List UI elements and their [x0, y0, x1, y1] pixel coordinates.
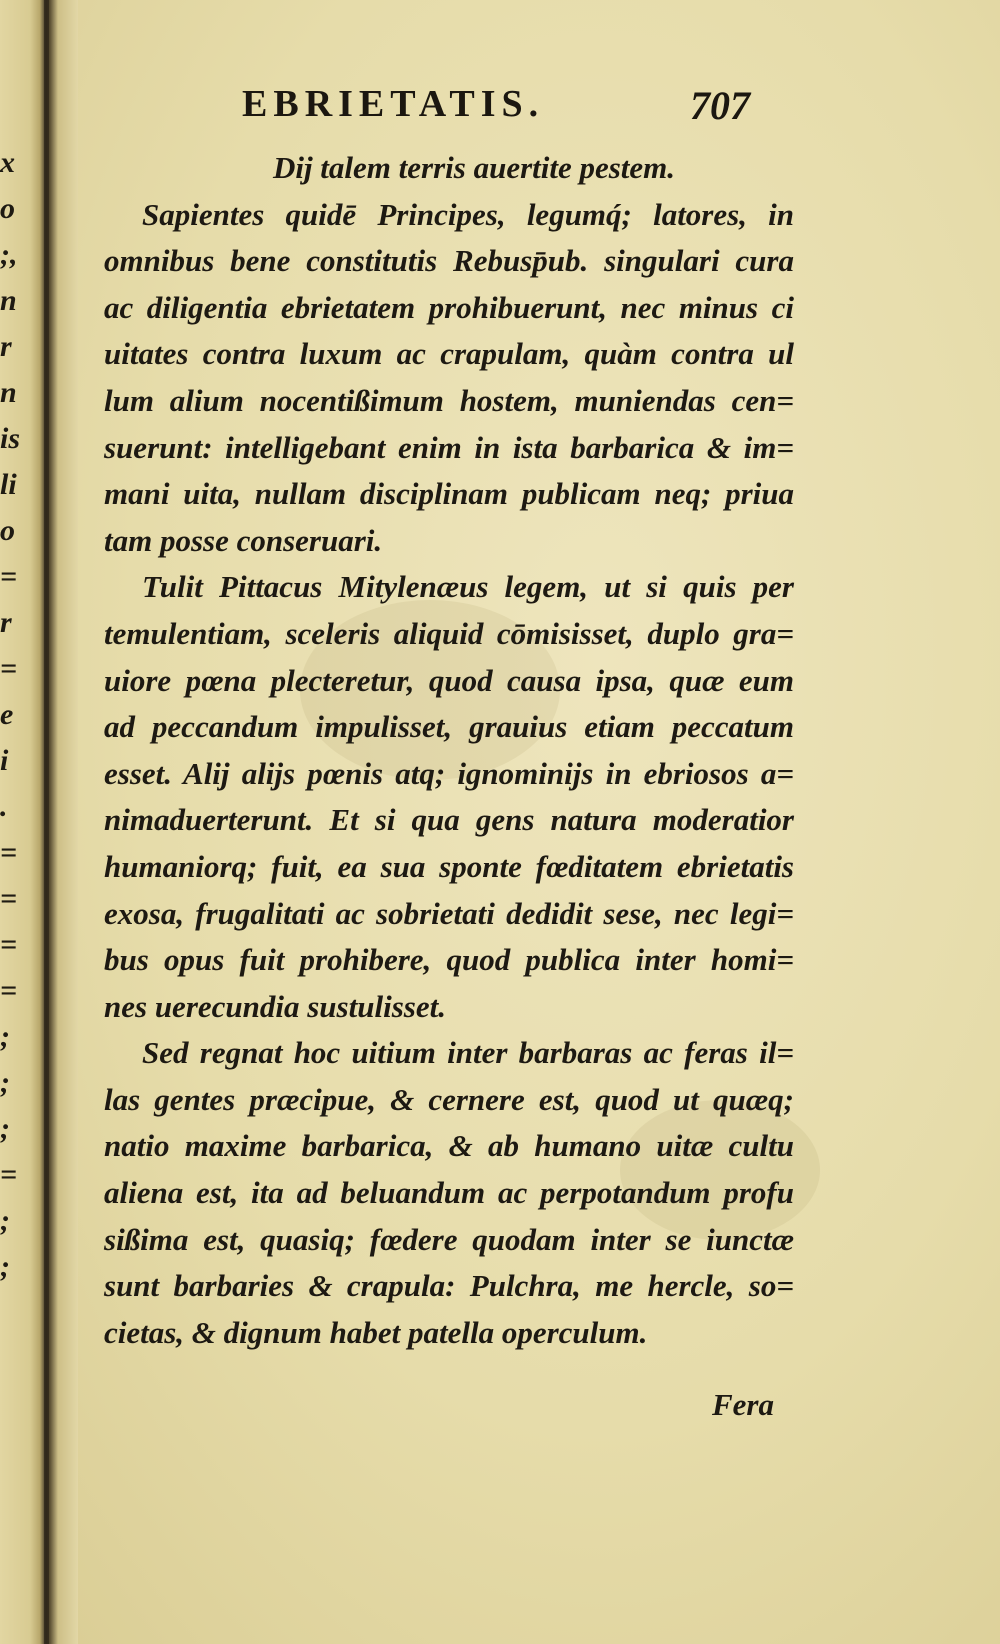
bleed-through-text [0, 140, 30, 1290]
running-head: EBRIETATIS. [242, 83, 545, 125]
bleed-char: o [0, 514, 15, 547]
bleed-char: . [0, 790, 8, 823]
page-edge [44, 0, 49, 1644]
text-line: aliena est, ita ad beluandum ac perpotandum profu [104, 1175, 794, 1211]
bleed-char: r [0, 330, 12, 363]
text-line: las gentes præcipue, & cernere est, quod ut quæq; [104, 1081, 794, 1117]
bleed-char: n [0, 284, 17, 317]
text-line: tam posse conseruari. [104, 522, 383, 558]
text-line: Dij talem terris auertite pestem. [272, 150, 676, 185]
bleed-char: li [0, 468, 17, 501]
bleed-char: ; [0, 1204, 10, 1237]
text-line: ad peccandum impulisset, grauius etiam peccatum [104, 709, 794, 745]
bleed-char: x [0, 146, 15, 179]
text-line: exosa, frugalitati ac sobrietati dedidit sese, nec legi= [104, 895, 794, 931]
page-number: 707 [690, 83, 750, 128]
text-line: suerunt: intelligebant enim in ista barbarica & im= [104, 429, 794, 465]
text-line: nimaduerterunt. Et si qua gens natura moderatior [104, 802, 794, 838]
bleed-char: is [0, 422, 21, 455]
bleed-char: i [0, 744, 9, 777]
page-header [230, 82, 810, 132]
text-line: esset. Alij alijs pœnis atq; ignominijs in ebriosos a= [104, 755, 794, 791]
text-line: mani uita, nullam disciplinam publicam neq; priua [104, 476, 794, 512]
bleed-char: = [0, 1158, 18, 1191]
bleed-char: ; [0, 1066, 10, 1099]
text-line: omnibus bene constitutis Rebusp̄ub. singulari cura [104, 243, 794, 279]
bleed-char: n [0, 376, 17, 409]
bleed-char: = [0, 652, 18, 685]
bleed-char: = [0, 836, 18, 869]
text-line: sunt barbaries & crapula: Pulchra, me hercle, so= [104, 1268, 794, 1304]
bleed-char: e [0, 698, 14, 731]
bleed-char: = [0, 974, 18, 1007]
text-line: natio maxime barbarica, & ab humano uitæ cultu [104, 1128, 794, 1164]
text-line: humaniorq; fuit, ea sua sponte fœditatem ebrietatis [104, 848, 794, 884]
text-line: cietas, & dignum habet patella operculum. [104, 1314, 648, 1350]
body-text [104, 145, 794, 1356]
text-line: bus opus fuit prohibere, quod publica inter homi= [104, 942, 794, 978]
catchword: Fera [712, 1387, 774, 1422]
text-line: Sapientes quidē Principes, legumq́; latores, in [142, 196, 794, 232]
text-line: ac diligentia ebrietatem prohibuerunt, nec minus ci [104, 289, 794, 325]
text-line: uiore pœna plecteretur, quod causa ipsa, quæ eum [104, 662, 794, 698]
bleed-char: = [0, 882, 18, 915]
text-line: Sed regnat hoc uitium inter barbaras ac feras il= [142, 1035, 794, 1071]
text-line: uitates contra luxum ac crapulam, quàm contra ul [104, 336, 794, 372]
text-line: Tulit Pittacus Mitylenæus legem, ut si quis per [142, 569, 794, 605]
bleed-char: o [0, 192, 15, 225]
text-line: lum alium nocentißimum hostem, muniendas cen= [104, 382, 794, 418]
bleed-char: r [0, 606, 12, 639]
bleed-char: ;, [0, 238, 18, 271]
bleed-char: = [0, 928, 18, 961]
bleed-char: ; [0, 1112, 10, 1145]
text-line: temulentiam, sceleris aliquid cōmisisset, duplo gra= [104, 615, 794, 651]
bleed-char: ; [0, 1250, 10, 1283]
bleed-char: = [0, 560, 18, 593]
bleed-char: ; [0, 1020, 10, 1053]
text-line: sißima est, quasiq; fœdere quodam inter se iunctæ [104, 1221, 794, 1257]
text-line: nes uerecundia sustulisset. [104, 988, 446, 1024]
